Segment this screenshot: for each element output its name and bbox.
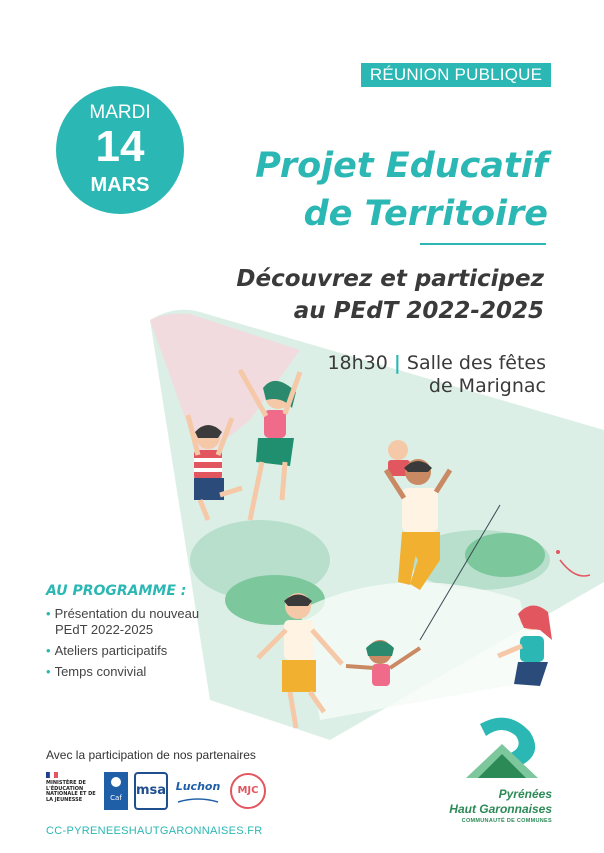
- programme-heading: AU PROGRAMME :: [46, 583, 187, 599]
- programme-item: [46, 664, 199, 680]
- community-name-line-1: Pyrénées: [498, 787, 552, 801]
- event-place-line-1: Salle des fêtes: [406, 352, 546, 374]
- event-type-badge: RÉUNION PUBLIQUE: [361, 63, 551, 87]
- msa-logo: [134, 772, 168, 810]
- event-time-place: [246, 352, 546, 398]
- ministere-text: MINISTÈRE DE L'ÉDUCATION NATIONALE ET DE LA JEUNESSE: [46, 780, 96, 803]
- community-logo-icon: [458, 714, 544, 786]
- community-name-line-2: Haut Garonnaises: [449, 802, 552, 816]
- luchon-text: Luchon: [175, 780, 221, 793]
- programme-item: [46, 606, 199, 638]
- caf-text: Caf: [110, 794, 122, 802]
- community-name-line-3: COMMUNAUTÉ DE COMMUNES: [461, 818, 552, 824]
- caf-logo: [104, 772, 128, 810]
- title-line-2: de Territoire: [303, 194, 548, 234]
- programme-item: [46, 643, 199, 659]
- title-line-1: Projet Educatif: [255, 146, 548, 186]
- subtitle-line-1: Découvrez et participez: [236, 266, 544, 292]
- bullet-icon: •: [46, 664, 51, 679]
- partners-intro: Avec la participation de nos partenaires: [46, 748, 256, 762]
- programme-item-text-2: PEdT 2022-2025: [55, 622, 154, 637]
- event-place-line-2: de Marignac: [428, 375, 546, 397]
- event-time: 18h30: [327, 352, 388, 374]
- bullet-icon: •: [46, 643, 51, 658]
- programme-item-text: Ateliers participatifs: [54, 643, 168, 658]
- website-link[interactable]: CC-PYRENEESHAUTGARONNAISES.FR: [46, 825, 263, 837]
- mjc-logo: [230, 772, 266, 810]
- programme-item-text: Temps convivial: [54, 664, 147, 679]
- time-place-line-1: [246, 352, 546, 375]
- msa-text: msa: [135, 783, 167, 798]
- bullet-icon: •: [46, 606, 51, 621]
- luchon-logo: [170, 772, 226, 810]
- programme-item-text: Présentation du nouveau: [54, 606, 200, 621]
- date-number: 14: [95, 122, 145, 171]
- ministere-logo: [46, 772, 104, 810]
- date-day: MARDI: [89, 102, 151, 123]
- mjc-text: MJC: [237, 785, 259, 796]
- programme-list: [46, 606, 199, 685]
- subtitle-line-2: au PEdT 2022-2025: [293, 298, 544, 324]
- date-month: MARS: [90, 174, 150, 196]
- time-separator: |: [393, 352, 401, 374]
